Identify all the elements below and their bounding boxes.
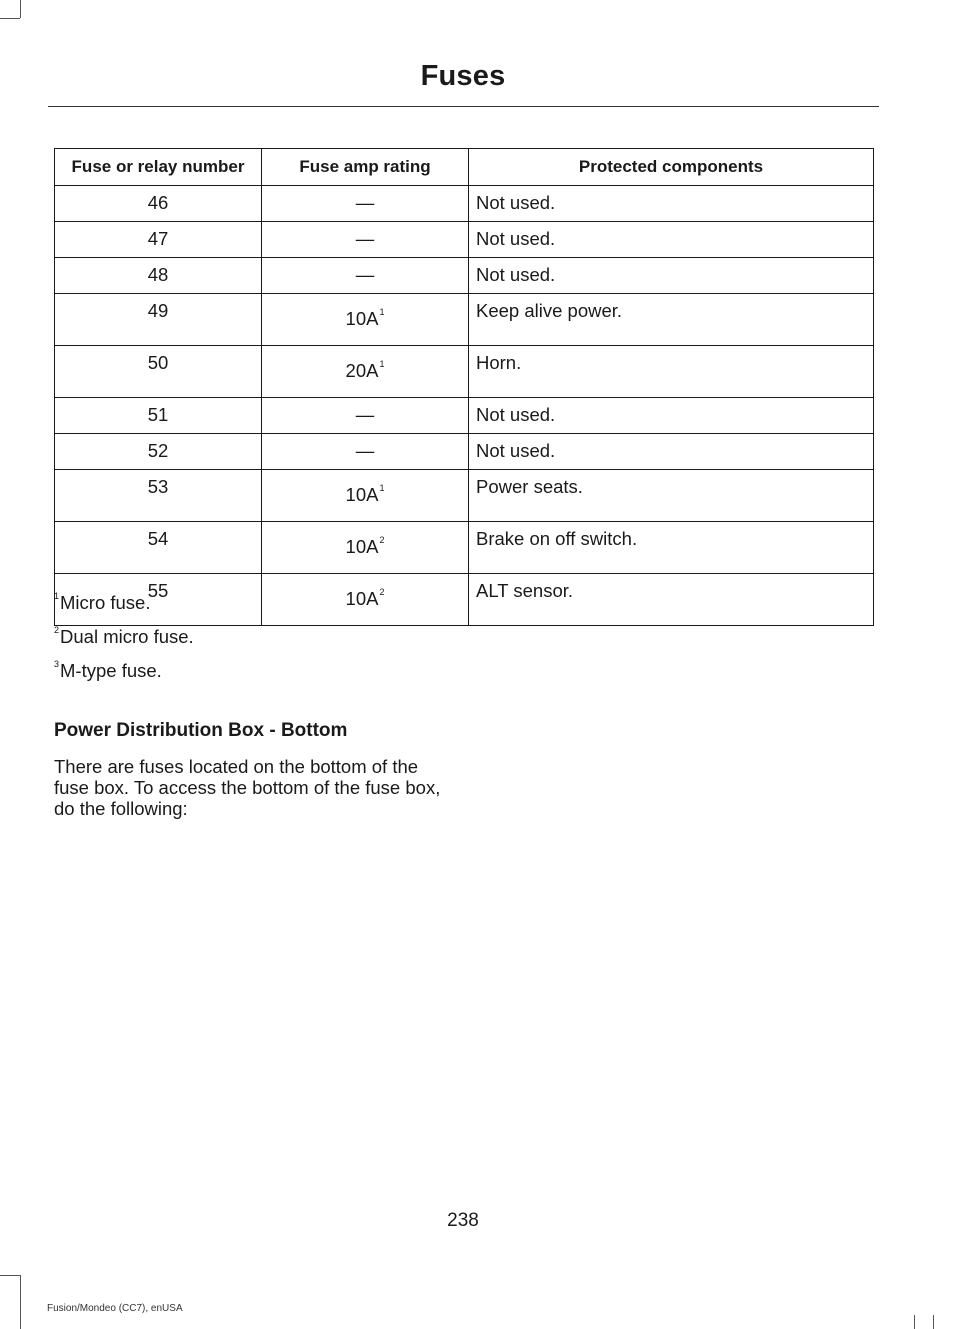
fuse-rating: $10A^2$	[262, 522, 469, 574]
table-row	[55, 434, 874, 470]
crop-mark	[933, 1315, 934, 1329]
fuse-number: 47	[55, 222, 262, 258]
fuse-number: 55	[55, 574, 262, 626]
column-header-components: Protected components	[469, 149, 874, 186]
fuse-rating: —	[262, 186, 469, 222]
table-header-row	[55, 149, 874, 186]
title-divider	[48, 106, 879, 107]
table-row	[55, 470, 874, 522]
crop-mark	[0, 18, 20, 19]
fuse-number: 54	[55, 522, 262, 574]
table-row	[55, 574, 874, 626]
fuse-table	[54, 148, 874, 626]
fuse-rating: —	[262, 258, 469, 294]
crop-mark	[20, 1275, 21, 1329]
fuse-number: 53	[55, 470, 262, 522]
footnote-mark: 1	[54, 591, 60, 601]
fuse-number: 50	[55, 346, 262, 398]
table-row	[55, 294, 874, 346]
fuse-rating: —	[262, 434, 469, 470]
table-row	[55, 346, 874, 398]
footnote-ref: 1	[379, 483, 385, 493]
footnote	[54, 592, 150, 614]
fuse-rating: $10A^1$	[262, 470, 469, 522]
protected-component: Not used.	[469, 186, 874, 222]
footnote-mark: 3	[54, 659, 60, 669]
protected-component: Not used.	[469, 258, 874, 294]
footnote-text: Dual micro fuse.	[60, 626, 194, 647]
footnote-mark: 2	[54, 625, 60, 635]
protected-component: Brake on off switch.	[469, 522, 874, 574]
protected-component: ALT sensor.	[469, 574, 874, 626]
footer-text: Fusion/Mondeo (CC7), enUSA	[47, 1303, 183, 1314]
protected-component: Not used.	[469, 434, 874, 470]
fuse-rating: —	[262, 222, 469, 258]
protected-component: Not used.	[469, 222, 874, 258]
fuse-number: 52	[55, 434, 262, 470]
fuse-number: 49	[55, 294, 262, 346]
crop-mark	[914, 1315, 915, 1329]
footnote-ref: 1	[379, 307, 385, 317]
footnote-text: Micro fuse.	[60, 592, 151, 613]
table-row	[55, 398, 874, 434]
protected-component: Not used.	[469, 398, 874, 434]
crop-mark	[0, 1275, 20, 1276]
column-header-number: Fuse or relay number	[55, 149, 262, 186]
page-number: 238	[447, 1210, 479, 1231]
footnote	[54, 626, 194, 648]
protected-component: Keep alive power.	[469, 294, 874, 346]
page-title: Fuses	[420, 60, 506, 92]
footnote-ref: 2	[379, 587, 385, 597]
footnote	[54, 660, 162, 682]
table-row	[55, 258, 874, 294]
table-row	[55, 186, 874, 222]
body-paragraph: There are fuses located on the bottom of the fuse box. To access the bottom of the fuse box, do the following:	[54, 756, 441, 819]
protected-component: Horn.	[469, 346, 874, 398]
fuse-rating: $10A^1$	[262, 294, 469, 346]
table-row	[55, 522, 874, 574]
footnote-text: M-type fuse.	[60, 660, 162, 681]
table-row	[55, 222, 874, 258]
fuse-rating: $10A^2$	[262, 574, 469, 626]
fuse-rating: —	[262, 398, 469, 434]
crop-mark	[20, 0, 21, 18]
fuse-number: 51	[55, 398, 262, 434]
protected-component: Power seats.	[469, 470, 874, 522]
fuse-rating: $20A^1$	[262, 346, 469, 398]
footnote-ref: 1	[379, 359, 385, 369]
fuse-number: 48	[55, 258, 262, 294]
footnote-ref: 2	[379, 535, 385, 545]
fuse-number: 46	[55, 186, 262, 222]
column-header-rating: Fuse amp rating	[262, 149, 469, 186]
section-heading: Power Distribution Box - Bottom	[54, 720, 348, 741]
